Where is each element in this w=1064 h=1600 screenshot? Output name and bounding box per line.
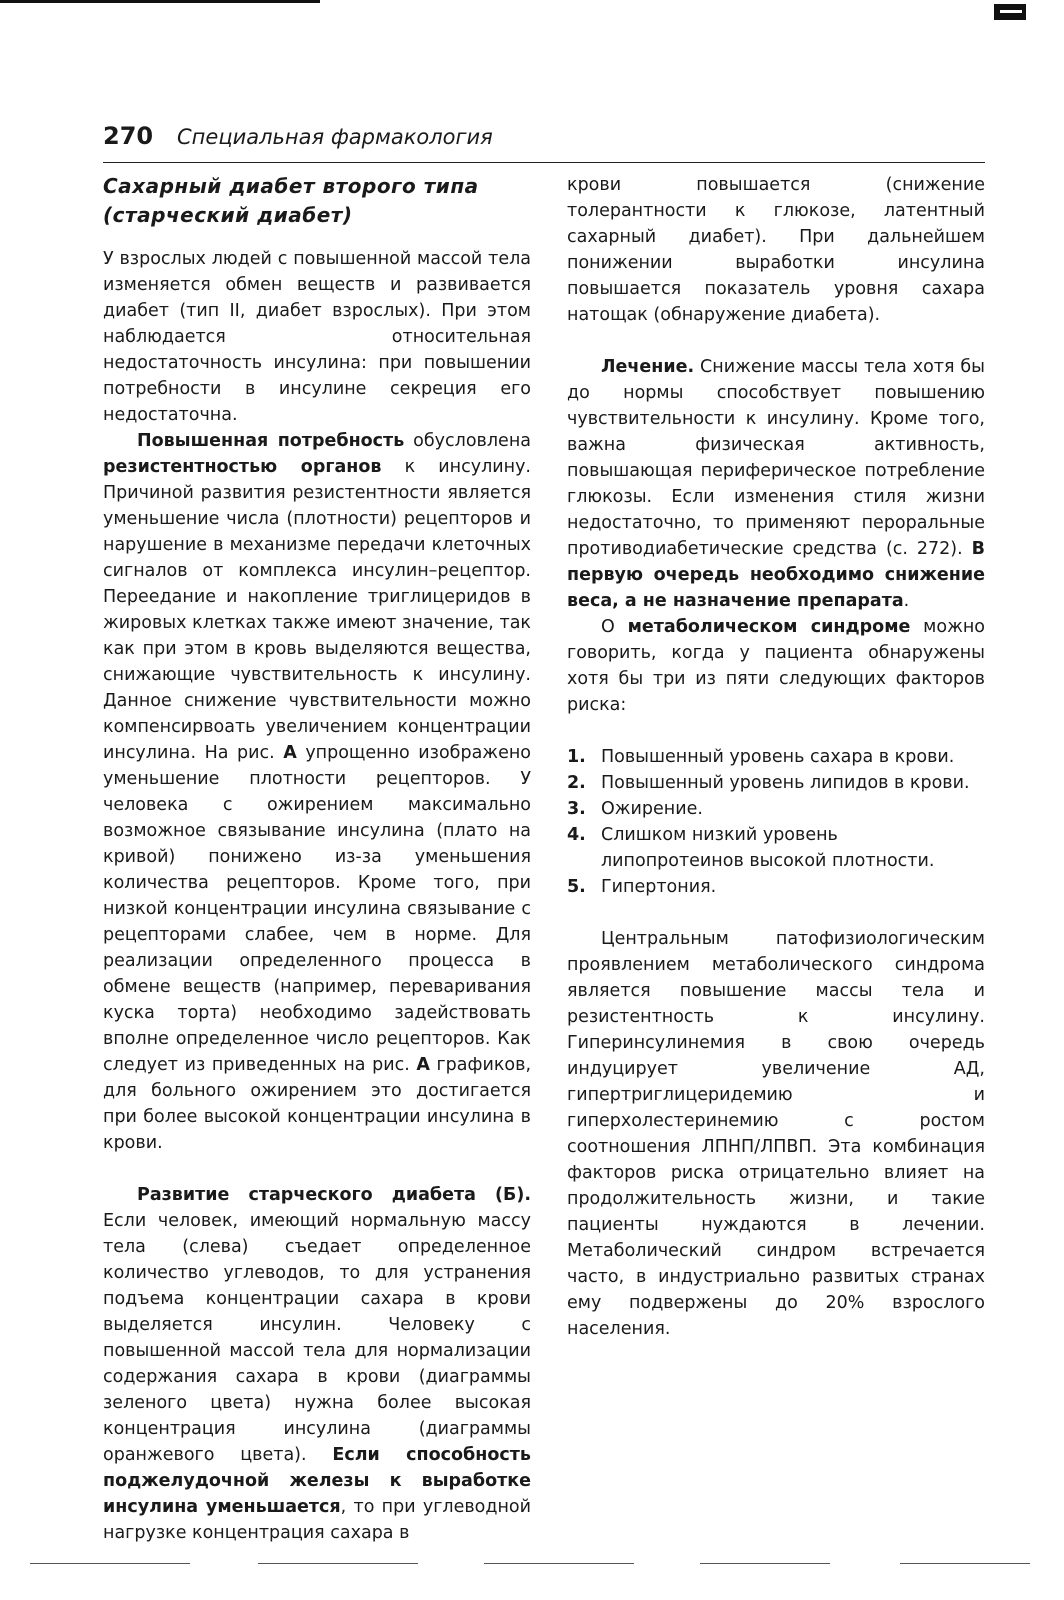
list-number: 4.	[567, 825, 586, 845]
bottom-rule	[30, 1563, 190, 1564]
bottom-edge-rules	[0, 1563, 1064, 1565]
spacer	[103, 1156, 531, 1182]
paragraph-metabolic-syndrome	[567, 614, 985, 718]
paragraph-treatment	[567, 354, 985, 614]
list-text: Слишком низкий уровень липопротеинов высокой плотности.	[601, 825, 935, 871]
text-run: к инсулину. Причиной развития резистентности является уменьшение числа (плотности) рецепторов и нарушение в механизме передачи клеточных сигналов от комплекса инсулин–рецептор. Переедание и накопление триглицеридов в жировых клетках также имеют значение, так как при этом в кровь выделяются вещества, снижающие чувствительность к инсулину. Данное снижение чувствительности можно компенсирвоать увеличением концентрации инсулина. На рис.	[103, 457, 531, 763]
bold-term: метаболическом синдроме	[627, 617, 911, 637]
figure-ref: А	[416, 1055, 430, 1075]
text-run: обусловлена	[404, 431, 531, 451]
list-number: 2.	[567, 773, 586, 793]
spacer	[567, 900, 985, 926]
list-number: 5.	[567, 877, 586, 897]
bottom-rule	[900, 1563, 1030, 1564]
page-header	[103, 122, 985, 163]
bold-term: Повышенная потребность	[137, 431, 405, 451]
text-run: можно говорить, когда у пациента обнаружены хотя бы три из пяти следующих факторов риска:	[567, 617, 985, 715]
risk-factor-list	[567, 744, 985, 900]
list-text: Гипертония.	[601, 877, 717, 897]
text-run: , то при углеводной нагрузке концентрация сахара в	[103, 1497, 531, 1543]
text-run: О	[601, 617, 628, 637]
list-text: Ожирение.	[601, 799, 703, 819]
right-column	[567, 172, 985, 1342]
bold-term: резистентностью органов	[103, 457, 382, 477]
running-title: Специальная фармакология	[177, 125, 493, 149]
corner-tab-mark	[994, 4, 1026, 20]
paragraph-central-manifestation: Центральным патофизиологическим проявлением метаболического синдрома является повышение массы тела и резистентность к инсулину. Гиперинсулинемия в свою очередь индуцирует увеличение АД, гипертриглицеридемию и гиперхолестеринемию с ростом соотношения ЛПНП/ЛПВП. Эта комбинация факторов риска отрицательно влияет на продолжительность жизни, и такие пациенты нуждаются в лечении. Метаболический синдром встречается часто, в индустриально развитых странах ему подвержены до 20% взрослого населения.	[567, 929, 985, 1339]
bottom-rule	[700, 1563, 830, 1564]
paragraph-continuation: крови повышается (снижение толерантности к глюкозе, латентный сахарный диабет). При дальнейшем понижении выработки инсулина повышается показатель уровня сахара натощак (обнаружение диабета).	[567, 175, 985, 325]
list-item	[567, 744, 985, 770]
page-number: 270	[103, 122, 154, 150]
bold-term: Развитие старческого диабета (Б).	[137, 1185, 531, 1205]
list-item	[567, 796, 985, 822]
text-run: .	[903, 591, 910, 611]
paragraph-demand	[103, 428, 531, 1156]
bold-term: Лечение.	[601, 357, 695, 377]
text-run: Снижение массы тела хотя бы до нормы способствует повышению чувствительности к инсулину. Кроме того, важна физическая активность, повышающая периферическое потребление глюкозы. Если изменения стиля жизни недостаточно, то применяют пероральные противодиабетические средства (с. 272).	[567, 357, 985, 559]
section-title: Сахарный диабет второго типа (старческий диабет)	[103, 174, 479, 227]
bottom-rule	[258, 1563, 418, 1564]
list-item	[567, 822, 985, 874]
list-item	[567, 770, 985, 796]
spacer	[567, 328, 985, 354]
left-column	[103, 172, 531, 1546]
text-run: упрощенно изображено уменьшение плотности рецепторов. У человека с ожирением максимально возможное связывание инсулина (плато на кривой) понижено из-за уменьшения количества рецепторов. Кроме того, при низкой концентрации инсулина связывание с рецепторами слабее, чем в норме. Для реализации определенного процесса в обмене веществ (например, переваривания куска торта) необходимо задействовать вполне определенное число рецепторов. Как следует из приведенных на рис.	[103, 743, 531, 1075]
list-text: Повышенный уровень сахара в крови.	[601, 747, 955, 767]
list-number: 1.	[567, 747, 586, 767]
list-item	[567, 874, 985, 900]
paragraph-senile-diabetes	[103, 1182, 531, 1546]
top-edge-rule	[0, 0, 320, 3]
figure-ref: А	[283, 743, 297, 763]
paragraph-intro: У взрослых людей с повышенной массой тела изменяется обмен веществ и развивается диабет (тип II, диабет взрослых). При этом наблюдается относительная недостаточность инсулина: при повышении потребности в инсулине секреция его недостаточна.	[103, 249, 531, 425]
bold-term: В первую очередь необходимо снижение веса, а не назначение препарата	[567, 539, 985, 611]
spacer	[567, 718, 985, 744]
text-run: графиков, для больного ожирением это достигается при более высокой концентрации инсулина в крови.	[103, 1055, 532, 1153]
list-text: Повышенный уровень липидов в крови.	[601, 773, 970, 793]
list-number: 3.	[567, 799, 586, 819]
bold-term: Если способность поджелудочной железы к выработке инсулина уменьшается	[103, 1445, 531, 1517]
bottom-rule	[484, 1563, 634, 1564]
text-run: Если человек, имеющий нормальную массу тела (слева) съедает определенное количество углеводов, то для устранения подъема концентрации сахара в крови выделяется инсулин. Человеку с повышенной массой тела для нормализации содержания сахара в крови (диаграммы зеленого цвета) нужна более высокая концентрация инсулина (диаграммы оранжевого цвета).	[103, 1211, 531, 1465]
